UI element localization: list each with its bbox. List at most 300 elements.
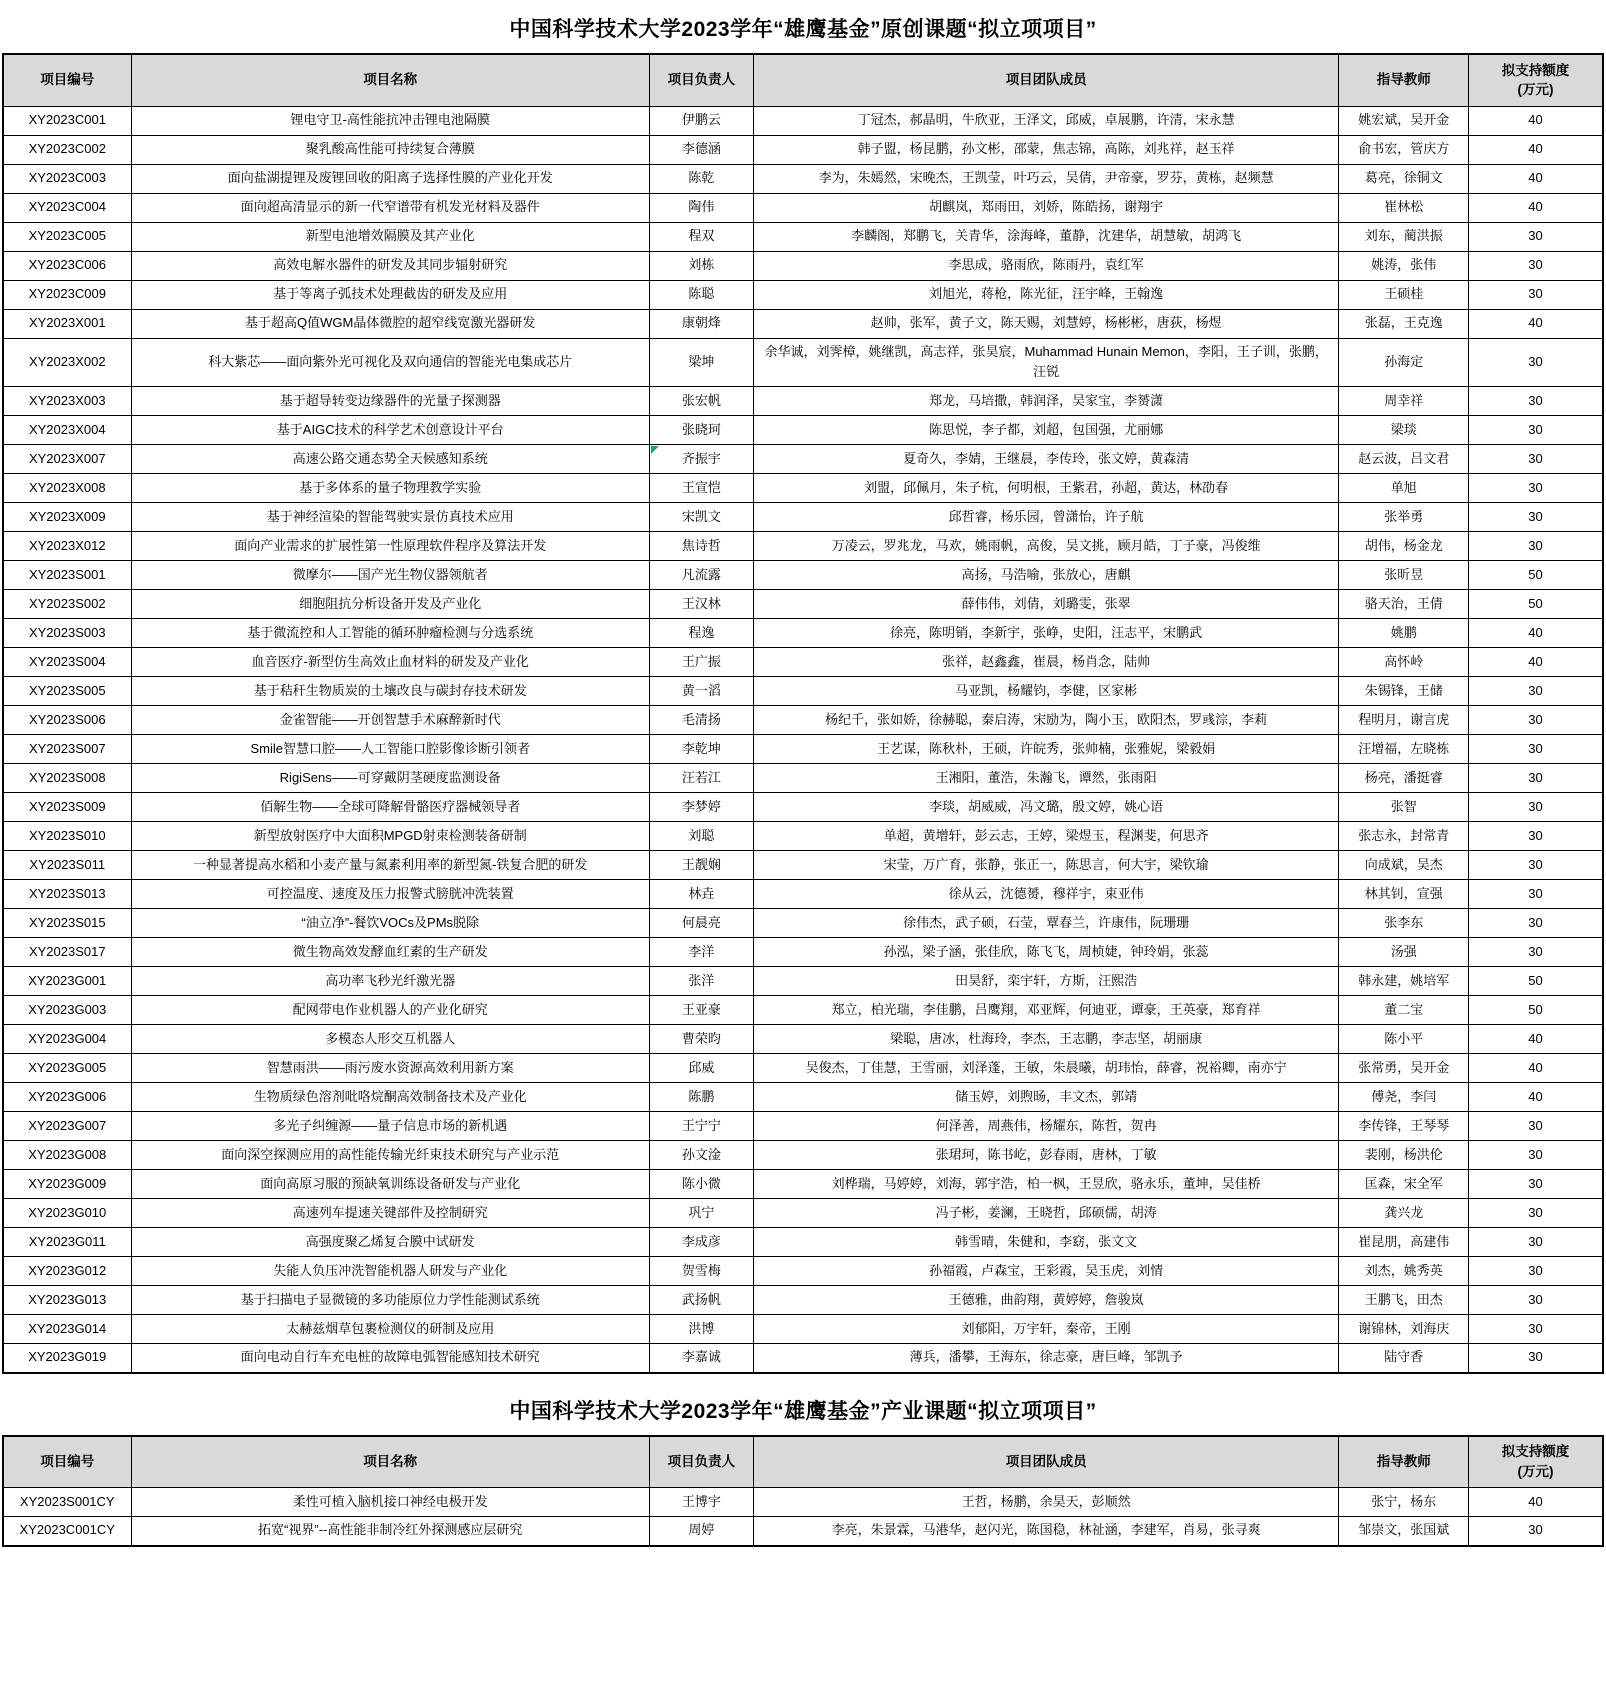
mentors-cell: 张志永，封常青 [1339, 822, 1469, 851]
table-row [3, 735, 1603, 764]
header-members: 项目团队成员 [753, 1436, 1339, 1488]
members-cell: 郑立，柏光瑞，李佳鹏，吕鹰翔，邓亚辉，何迪亚，谭豪，王英豪，郑育祥 [753, 996, 1339, 1025]
amount-cell: 30 [1469, 474, 1603, 503]
leader-cell: 程双 [649, 222, 753, 251]
mentors-cell: 孙海定 [1339, 338, 1469, 387]
leader-cell: 洪博 [649, 1315, 753, 1344]
project-name-cell: 细胞阻抗分析设备开发及产业化 [131, 590, 649, 619]
project-id-cell: XY2023G001 [3, 967, 131, 996]
table-row [3, 1257, 1603, 1286]
amount-cell: 30 [1469, 1257, 1603, 1286]
members-cell: 刘郁阳，万宇轩，秦帝，王刚 [753, 1315, 1339, 1344]
leader-cell: 李乾坤 [649, 735, 753, 764]
project-id-cell: XY2023C001 [3, 106, 131, 135]
members-cell: 刘盟，邱佩月，朱子杭，何明根，王紫君，孙超，黄达，林劭春 [753, 474, 1339, 503]
project-name-cell: 基于扫描电子显微镜的多功能原位力学性能测试系统 [131, 1286, 649, 1315]
project-id-cell: XY2023G012 [3, 1257, 131, 1286]
project-id-cell: XY2023G009 [3, 1170, 131, 1199]
leader-cell: 王宣恺 [649, 474, 753, 503]
members-cell: 郑龙，马培撒，韩润泽，吴家宝，李赟潇 [753, 387, 1339, 416]
project-name-cell: 高速公路交通态势全天候感知系统 [131, 445, 649, 474]
table-row [3, 648, 1603, 677]
amount-cell: 40 [1469, 164, 1603, 193]
projects-table-industry [2, 1435, 1604, 1547]
leader-cell: 宋凯文 [649, 503, 753, 532]
amount-cell: 40 [1469, 648, 1603, 677]
mentors-cell: 李传锋，王琴琴 [1339, 1112, 1469, 1141]
project-id-cell: XY2023X003 [3, 387, 131, 416]
table-row [3, 1517, 1603, 1546]
leader-cell: 邱威 [649, 1054, 753, 1083]
project-id-cell: XY2023S015 [3, 909, 131, 938]
project-name-cell: 生物质绿色溶剂吡咯烷酮高效制备技术及产业化 [131, 1083, 649, 1112]
table-row [3, 1141, 1603, 1170]
mentors-cell: 单旭 [1339, 474, 1469, 503]
members-cell: 刘旭光，蒋枪，陈光征，汪宇峰，王翰逸 [753, 280, 1339, 309]
table-row [3, 561, 1603, 590]
mentors-cell: 张宁，杨东 [1339, 1488, 1469, 1517]
table-row [3, 880, 1603, 909]
leader-cell: 王靓娴 [649, 851, 753, 880]
members-cell: 李亮，朱景霖，马港华，赵闪光，陈国稳，林祉涵，李建军，肖易，张寻爽 [753, 1517, 1339, 1546]
members-cell: 冯子彬，姜澜，王晓哲，邱硕儒，胡涛 [753, 1199, 1339, 1228]
mentors-cell: 张智 [1339, 793, 1469, 822]
table-row [3, 1315, 1603, 1344]
header-amount-line1: 拟支持额度 [1501, 62, 1570, 78]
header-amount [1469, 54, 1603, 106]
mentors-cell: 高怀岭 [1339, 648, 1469, 677]
mentors-cell: 张举勇 [1339, 503, 1469, 532]
header-amount-line1: 拟支持额度 [1501, 1444, 1570, 1460]
members-cell: 孙福霞，卢森宝，王彩霞，吴玉虎，刘情 [753, 1257, 1339, 1286]
table-title-industry: 中国科学技术大学2023学年“雄鹰基金”产业课题“拟立项项目” [509, 1399, 1097, 1423]
members-cell: 储玉婷，刘煦旸，丰文杰，郭靖 [753, 1083, 1339, 1112]
project-name-cell: 基于多体系的量子物理教学实验 [131, 474, 649, 503]
members-cell: 徐从云，沈德赟，穆祥宇，束亚伟 [753, 880, 1339, 909]
leader-cell: 毛清扬 [649, 706, 753, 735]
project-name-cell: 柔性可植入脑机接口神经电极开发 [131, 1488, 649, 1517]
table-row [3, 1228, 1603, 1257]
project-id-cell: XY2023G003 [3, 996, 131, 1025]
leader-cell: 陶伟 [649, 193, 753, 222]
project-name-cell: 智慧雨洪——雨污废水资源高效利用新方案 [131, 1054, 649, 1083]
project-id-cell: XY2023X007 [3, 445, 131, 474]
mentors-cell: 王硕桂 [1339, 280, 1469, 309]
amount-cell: 30 [1469, 909, 1603, 938]
mentors-cell: 汤强 [1339, 938, 1469, 967]
leader-cell: 曹荣昀 [649, 1025, 753, 1054]
members-cell: 夏奇久，李婧，王继晨，李传玲，张文婷，黄森清 [753, 445, 1339, 474]
amount-cell: 30 [1469, 764, 1603, 793]
amount-cell: 30 [1469, 938, 1603, 967]
leader-cell: 李洋 [649, 938, 753, 967]
members-cell: 梁聪，唐冰，杜海玲，李杰，王志鹏，李志坚，胡丽康 [753, 1025, 1339, 1054]
leader-cell: 康朝烽 [649, 309, 753, 338]
header-project-name: 项目名称 [131, 1436, 649, 1488]
amount-cell: 30 [1469, 851, 1603, 880]
leader-cell: 梁坤 [649, 338, 753, 387]
members-cell: 韩雪晴，朱健和，李窈，张文文 [753, 1228, 1339, 1257]
mentors-cell: 朱锡锋，王储 [1339, 677, 1469, 706]
header-members: 项目团队成员 [753, 54, 1339, 106]
table-row [3, 706, 1603, 735]
table-row [3, 164, 1603, 193]
project-id-cell: XY2023C003 [3, 164, 131, 193]
mentors-cell: 程明月，谢言虎 [1339, 706, 1469, 735]
project-name-cell: 基于AIGC技术的科学艺术创意设计平台 [131, 416, 649, 445]
members-cell: 徐亮，陈明销，李新宇，张峥，史阳，汪志平，宋鹏武 [753, 619, 1339, 648]
mentors-cell: 王鹏飞，田杰 [1339, 1286, 1469, 1315]
leader-cell: 林垚 [649, 880, 753, 909]
amount-cell: 30 [1469, 222, 1603, 251]
members-cell: 李麟阁，郑鹏飞，关青华，涂海峰，董静，沈建华，胡慧敏，胡鸿飞 [753, 222, 1339, 251]
members-cell: 马亚凯，杨耀钧，李健，区家彬 [753, 677, 1339, 706]
leader-cell: 伊鹏云 [649, 106, 753, 135]
mentors-cell: 崔林松 [1339, 193, 1469, 222]
mentors-cell: 龚兴龙 [1339, 1199, 1469, 1228]
project-id-cell: XY2023S010 [3, 822, 131, 851]
project-name-cell: 配网带电作业机器人的产业化研究 [131, 996, 649, 1025]
members-cell: 张珺珂，陈书屹，彭春雨，唐林，丁敏 [753, 1141, 1339, 1170]
project-name-cell: 新型电池增效隔膜及其产业化 [131, 222, 649, 251]
table-row [3, 590, 1603, 619]
mentors-cell: 周幸祥 [1339, 387, 1469, 416]
amount-cell: 50 [1469, 967, 1603, 996]
members-cell: 丁冠杰，郝晶明，牛欣亚，王泽文，邱威，卓展鹏，许清，宋永慧 [753, 106, 1339, 135]
header-project-id: 项目编号 [3, 1436, 131, 1488]
leader-cell: 陈聪 [649, 280, 753, 309]
project-id-cell: XY2023C006 [3, 251, 131, 280]
leader-cell: 巩宁 [649, 1199, 753, 1228]
leader-cell: 李成彦 [649, 1228, 753, 1257]
table-row [3, 1344, 1603, 1373]
amount-cell: 40 [1469, 135, 1603, 164]
project-id-cell: XY2023G019 [3, 1344, 131, 1373]
table-row [3, 764, 1603, 793]
project-id-cell: XY2023X009 [3, 503, 131, 532]
amount-cell: 40 [1469, 193, 1603, 222]
project-id-cell: XY2023S017 [3, 938, 131, 967]
leader-cell: 孙文淦 [649, 1141, 753, 1170]
leader-cell: 张宏帆 [649, 387, 753, 416]
table-row [3, 338, 1603, 387]
mentors-cell: 向成斌，吴杰 [1339, 851, 1469, 880]
mentors-cell: 姚鹏 [1339, 619, 1469, 648]
table-title-original: 中国科学技术大学2023学年“雄鹰基金”原创课题“拟立项项目” [509, 18, 1097, 41]
mentors-cell: 姚涛，张伟 [1339, 251, 1469, 280]
leader-cell: 刘聪 [649, 822, 753, 851]
project-name-cell: Smile智慧口腔——人工智能口腔影像诊断引领者 [131, 735, 649, 764]
mentors-cell: 傅尧，李闫 [1339, 1083, 1469, 1112]
header-amount-line2: (万元) [1517, 1463, 1554, 1479]
mentors-cell: 谢锦林，刘海庆 [1339, 1315, 1469, 1344]
project-id-cell: XY2023S005 [3, 677, 131, 706]
project-name-cell: 高效电解水器件的研发及其同步辐射研究 [131, 251, 649, 280]
mentors-cell: 姚宏斌，吴开金 [1339, 106, 1469, 135]
leader-cell: 武扬帆 [649, 1286, 753, 1315]
leader-cell: 李嘉诚 [649, 1344, 753, 1373]
table-row [3, 851, 1603, 880]
table-row [3, 1083, 1603, 1112]
project-name-cell: 面向高原习服的预缺氧训练设备研发与产业化 [131, 1170, 649, 1199]
mentors-cell: 张李东 [1339, 909, 1469, 938]
members-cell: 孙泓，梁子涵，张佳欣，陈飞飞，周桢婕，钟玲娟，张蕊 [753, 938, 1339, 967]
amount-cell: 30 [1469, 1199, 1603, 1228]
table-row [3, 309, 1603, 338]
project-name-cell: 新型放射医疗中大面积MPGD射束检测装备研制 [131, 822, 649, 851]
members-cell: 王湘阳，董浩，朱瀚飞，谭然，张雨阳 [753, 764, 1339, 793]
project-id-cell: XY2023G013 [3, 1286, 131, 1315]
project-name-cell: 微摩尔——国产光生物仪器领航者 [131, 561, 649, 590]
members-cell: 徐伟杰，武子硕，石莹，覃春兰，许康伟，阮珊珊 [753, 909, 1339, 938]
table-row [3, 1112, 1603, 1141]
members-cell: 高扬，马浩喻，张放心，唐麒 [753, 561, 1339, 590]
project-name-cell: 面向深空探测应用的高性能传输光纤束技术研究与产业示范 [131, 1141, 649, 1170]
amount-cell: 30 [1469, 1170, 1603, 1199]
project-id-cell: XY2023X002 [3, 338, 131, 387]
members-cell: 何泽善，周燕伟，杨耀东，陈哲，贺冉 [753, 1112, 1339, 1141]
project-id-cell: XY2023C001CY [3, 1517, 131, 1546]
mentors-cell: 崔昆朋，高建伟 [1339, 1228, 1469, 1257]
mentors-cell: 刘杰，姚秀英 [1339, 1257, 1469, 1286]
amount-cell: 30 [1469, 1344, 1603, 1373]
table-row [3, 996, 1603, 1025]
table-row [3, 135, 1603, 164]
header-leader: 项目负责人 [649, 1436, 753, 1488]
project-name-cell: 可控温度、速度及压力报警式膀胱冲洗装置 [131, 880, 649, 909]
project-name-cell: 面向超高清显示的新一代窄谱带有机发光材料及器件 [131, 193, 649, 222]
amount-cell: 40 [1469, 1025, 1603, 1054]
leader-cell: 陈鹏 [649, 1083, 753, 1112]
project-name-cell: “油立净”-餐饮VOCs及PMs脱除 [131, 909, 649, 938]
amount-cell: 30 [1469, 1517, 1603, 1546]
project-name-cell: 基于神经渲染的智能驾驶实景仿真技术应用 [131, 503, 649, 532]
leader-cell: 周婷 [649, 1517, 753, 1546]
table-row [3, 532, 1603, 561]
table-row [3, 1286, 1603, 1315]
project-id-cell: XY2023X001 [3, 309, 131, 338]
header-project-name: 项目名称 [131, 54, 649, 106]
project-id-cell: XY2023S002 [3, 590, 131, 619]
project-id-cell: XY2023S008 [3, 764, 131, 793]
mentors-cell: 张常勇，吴开金 [1339, 1054, 1469, 1083]
amount-cell: 40 [1469, 106, 1603, 135]
header-mentors: 指导教师 [1339, 54, 1469, 106]
members-cell: 杨纪千，张如娇，徐赫聪，秦启涛，宋励为，陶小玉，欧阳杰，罗彧淙，李莉 [753, 706, 1339, 735]
table-header-row [3, 1436, 1603, 1488]
members-cell: 薄兵，潘攀，王海东，徐志豪，唐巨峰，邹凯予 [753, 1344, 1339, 1373]
table-row [3, 106, 1603, 135]
project-name-cell: 太赫兹烟草包裹检测仪的研制及应用 [131, 1315, 649, 1344]
mentors-cell: 骆天治，王倩 [1339, 590, 1469, 619]
members-cell: 刘桦瑞，马婷婷，刘海，郭宇浩，柏一枫，王昱欣，骆永乐，董坤，吴佳桥 [753, 1170, 1339, 1199]
project-id-cell: XY2023S001CY [3, 1488, 131, 1517]
amount-cell: 30 [1469, 1141, 1603, 1170]
mentors-cell: 梁琰 [1339, 416, 1469, 445]
table-row [3, 474, 1603, 503]
project-name-cell: 锂电守卫-高性能抗冲击锂电池隔膜 [131, 106, 649, 135]
table-row [3, 503, 1603, 532]
project-name-cell: 高强度聚乙烯复合膜中试研发 [131, 1228, 649, 1257]
project-name-cell: 面向产业需求的扩展性第一性原理软件程序及算法开发 [131, 532, 649, 561]
leader-cell: 陈小微 [649, 1170, 753, 1199]
amount-cell: 40 [1469, 619, 1603, 648]
amount-cell: 30 [1469, 445, 1603, 474]
amount-cell: 30 [1469, 532, 1603, 561]
table-row [3, 251, 1603, 280]
members-cell: 胡麒岚，郑雨田，刘娇，陈皓扬，谢翔宇 [753, 193, 1339, 222]
mentors-cell: 张昕昱 [1339, 561, 1469, 590]
mentors-cell: 匡森，宋全军 [1339, 1170, 1469, 1199]
leader-cell: 王汉林 [649, 590, 753, 619]
leader-cell: 黄一滔 [649, 677, 753, 706]
amount-cell: 30 [1469, 793, 1603, 822]
amount-cell: 30 [1469, 1112, 1603, 1141]
leader-cell: 王亚豪 [649, 996, 753, 1025]
project-id-cell: XY2023C005 [3, 222, 131, 251]
amount-cell: 30 [1469, 706, 1603, 735]
project-id-cell: XY2023G006 [3, 1083, 131, 1112]
table-row [3, 967, 1603, 996]
leader-cell: 齐振宇 [649, 445, 753, 474]
amount-cell: 30 [1469, 251, 1603, 280]
mentors-cell: 赵云波，吕文君 [1339, 445, 1469, 474]
table-row [3, 222, 1603, 251]
project-name-cell: 基于秸秆生物质炭的土壤改良与碳封存技术研发 [131, 677, 649, 706]
members-cell: 王哲，杨鹏，余昊天，彭顺然 [753, 1488, 1339, 1517]
members-cell: 李为，朱嫣然，宋晚杰，王凯莹，叶巧云，吴倩，尹帝豪，罗芬，黄栋，赵频慧 [753, 164, 1339, 193]
leader-cell: 张晓珂 [649, 416, 753, 445]
project-name-cell: 微生物高效发酵血红素的生产研发 [131, 938, 649, 967]
project-id-cell: XY2023S003 [3, 619, 131, 648]
project-name-cell: 佰解生物——全球可降解骨骼医疗器械领导者 [131, 793, 649, 822]
project-id-cell: XY2023G004 [3, 1025, 131, 1054]
project-id-cell: XY2023S011 [3, 851, 131, 880]
amount-cell: 40 [1469, 1488, 1603, 1517]
project-id-cell: XY2023S013 [3, 880, 131, 909]
project-id-cell: XY2023S009 [3, 793, 131, 822]
leader-cell: 刘栋 [649, 251, 753, 280]
leader-cell: 凡流露 [649, 561, 753, 590]
members-cell: 王艺谋，陈秋朴，王硕，许皖秀，张帅楠，张雅妮，梁毅娟 [753, 735, 1339, 764]
projects-table-original [2, 53, 1604, 1374]
amount-cell: 30 [1469, 677, 1603, 706]
members-cell: 邱哲睿，杨乐园，曾潇怡，许子航 [753, 503, 1339, 532]
mentors-cell: 林其钊，宣强 [1339, 880, 1469, 909]
project-name-cell: 基于超导转变边缘器件的光量子探测器 [131, 387, 649, 416]
amount-cell: 30 [1469, 1286, 1603, 1315]
amount-cell: 30 [1469, 503, 1603, 532]
project-name-cell: 基于等离子弧技术处理截齿的研发及应用 [131, 280, 649, 309]
project-id-cell: XY2023S007 [3, 735, 131, 764]
header-mentors: 指导教师 [1339, 1436, 1469, 1488]
mentors-cell: 邹崇文，张国斌 [1339, 1517, 1469, 1546]
project-name-cell: 高功率飞秒光纤激光器 [131, 967, 649, 996]
amount-cell: 30 [1469, 416, 1603, 445]
project-name-cell: 拓宽“视界”--高性能非制冷红外探测感应层研究 [131, 1517, 649, 1546]
mentors-cell: 董二宝 [1339, 996, 1469, 1025]
mentors-cell: 张磊，王克逸 [1339, 309, 1469, 338]
amount-cell: 40 [1469, 309, 1603, 338]
leader-cell: 陈乾 [649, 164, 753, 193]
project-id-cell: XY2023S001 [3, 561, 131, 590]
mentors-cell: 陆守香 [1339, 1344, 1469, 1373]
amount-cell: 50 [1469, 590, 1603, 619]
project-id-cell: XY2023X004 [3, 416, 131, 445]
members-cell: 余华诚，刘霁樟，姚继凯，高志祥，张昊宸，Muhammad Hunain Memon，李阳，王子训，张鹏，汪锐 [753, 338, 1339, 387]
table-row [3, 280, 1603, 309]
table-row [3, 387, 1603, 416]
header-amount-line2: (万元) [1517, 82, 1554, 98]
project-name-cell: 基于超高Q值WGM晶体微腔的超窄线宽激光器研发 [131, 309, 649, 338]
project-id-cell: XY2023C002 [3, 135, 131, 164]
amount-cell: 40 [1469, 1083, 1603, 1112]
project-name-cell: 面向盐湖提锂及废锂回收的阳离子选择性膜的产业化开发 [131, 164, 649, 193]
table-row [3, 1170, 1603, 1199]
members-cell: 王德雅，曲韵翔，黄婷婷，詹骏岚 [753, 1286, 1339, 1315]
project-name-cell: 高速列车提速关键部件及控制研究 [131, 1199, 649, 1228]
header-project-id: 项目编号 [3, 54, 131, 106]
members-cell: 张祥，赵鑫鑫，崔晨，杨肖念，陆帅 [753, 648, 1339, 677]
table-row [3, 1054, 1603, 1083]
mentors-cell: 韩永建，姚培军 [1339, 967, 1469, 996]
table-row [3, 193, 1603, 222]
leader-cell: 李梦婷 [649, 793, 753, 822]
table-row [3, 619, 1603, 648]
amount-cell: 50 [1469, 561, 1603, 590]
table-row [3, 938, 1603, 967]
members-cell: 李思成，骆雨欣，陈雨丹，袁红军 [753, 251, 1339, 280]
leader-cell: 贺雪梅 [649, 1257, 753, 1286]
leader-cell: 焦诗哲 [649, 532, 753, 561]
header-leader: 项目负责人 [649, 54, 753, 106]
project-id-cell: XY2023G005 [3, 1054, 131, 1083]
members-cell: 吴俊杰，丁佳慧，王雪丽，刘泽蓬，王敏，朱晨曦，胡玮怡，薛睿，祝裕卿，南亦宁 [753, 1054, 1339, 1083]
members-cell: 李琰，胡威威，冯文璐，殷文婷，姚心语 [753, 793, 1339, 822]
members-cell: 陈思悦，李子都，刘超，包国强，尤丽娜 [753, 416, 1339, 445]
project-name-cell: 一种显著提高水稻和小麦产量与氮素利用率的新型氮-铁复合肥的研发 [131, 851, 649, 880]
table-row [3, 909, 1603, 938]
mentors-cell: 杨亮，潘挺睿 [1339, 764, 1469, 793]
project-id-cell: XY2023G007 [3, 1112, 131, 1141]
project-name-cell: 面向电动自行车充电桩的故障电弧智能感知技术研究 [131, 1344, 649, 1373]
project-id-cell: XY2023C004 [3, 193, 131, 222]
amount-cell: 30 [1469, 1315, 1603, 1344]
table-row [3, 677, 1603, 706]
amount-cell: 30 [1469, 280, 1603, 309]
leader-cell: 李德涵 [649, 135, 753, 164]
header-amount [1469, 1436, 1603, 1488]
amount-cell: 30 [1469, 880, 1603, 909]
project-name-cell: 科大紫芯——面向紫外光可视化及双向通信的智能光电集成芯片 [131, 338, 649, 387]
members-cell: 单超，黄增轩，彭云志，王婷，梁煜玉，程渊斐，何思齐 [753, 822, 1339, 851]
leader-cell: 王广振 [649, 648, 753, 677]
mentors-cell: 陈小平 [1339, 1025, 1469, 1054]
table-row [3, 822, 1603, 851]
amount-cell: 30 [1469, 338, 1603, 387]
mentors-cell: 俞书宏，管庆方 [1339, 135, 1469, 164]
table-row [3, 1199, 1603, 1228]
table-row [3, 1025, 1603, 1054]
project-name-cell: 多模态人形交互机器人 [131, 1025, 649, 1054]
project-name-cell: 失能人负压冲洗智能机器人研发与产业化 [131, 1257, 649, 1286]
leader-cell: 王博宇 [649, 1488, 753, 1517]
project-id-cell: XY2023G014 [3, 1315, 131, 1344]
project-name-cell: 聚乳酸高性能可持续复合薄膜 [131, 135, 649, 164]
table-row [3, 416, 1603, 445]
mentors-cell: 刘东，蔺洪振 [1339, 222, 1469, 251]
amount-cell: 50 [1469, 996, 1603, 1025]
